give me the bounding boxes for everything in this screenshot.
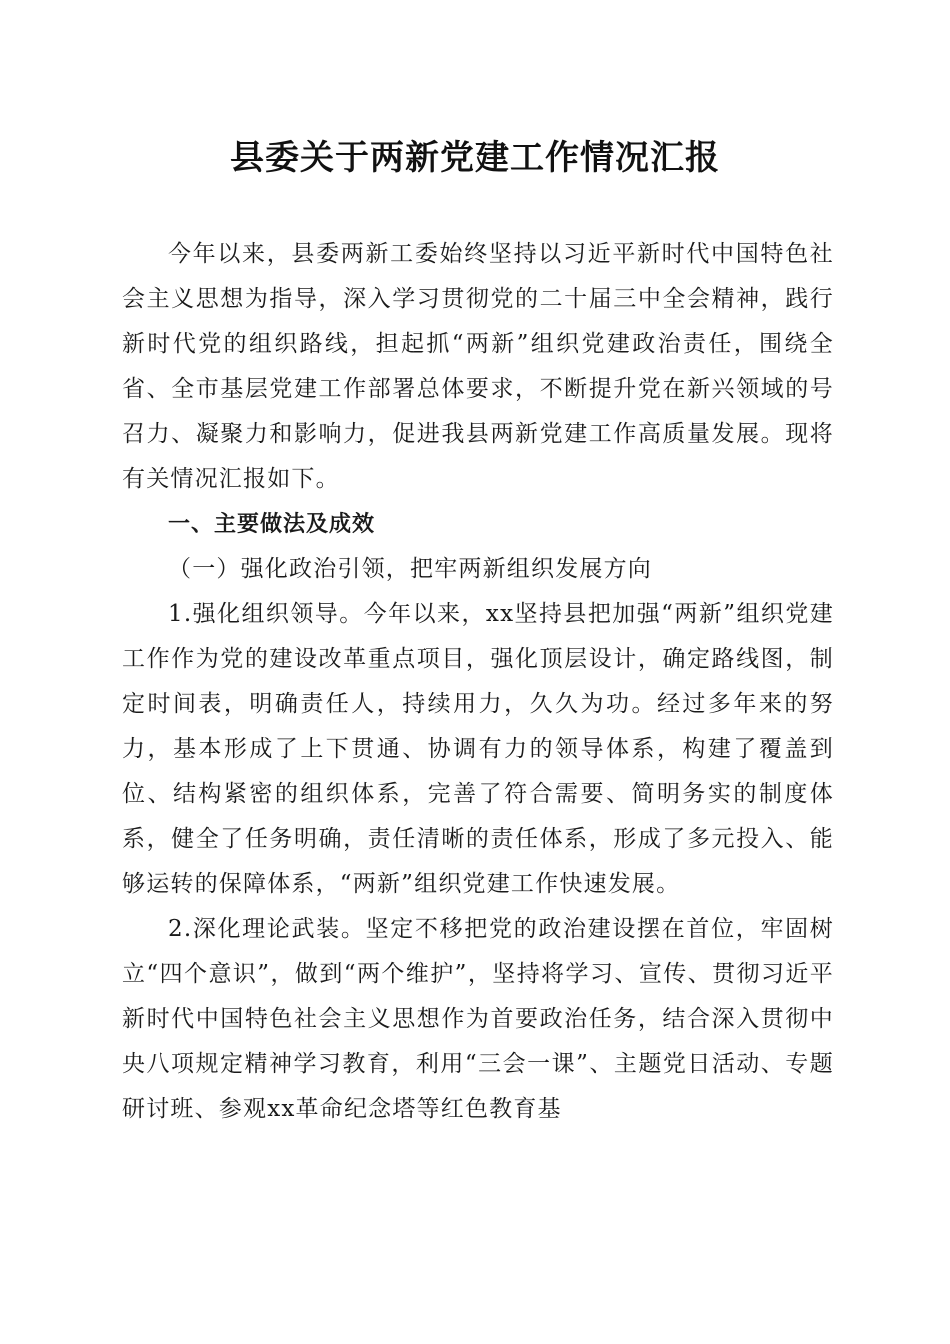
item-paragraph-1: 1.强化组织领导。今年以来，xx坚持县把加强“两新”组织党建工作作为党的建设改革重点项目，强化顶层设计，确定路线图，制定时间表，明确责任人，持续用力，久久为功。经过多年来的努力，基本形成了上下贯通、协调有力的领导体系，构建了覆盖到位、结构紧密的组织体系，完善了符合需要、简明务实的制度体系，健全了任务明确，责任清晰的责任体系，形成了多元投入、能够运转的保障体系，“两新”组织党建工作快速发展。 xyxy=(122,601,834,897)
document-title: 县委关于两新党建工作情况汇报 xyxy=(230,138,720,178)
intro-paragraph: 今年以来，县委两新工委始终坚持以习近平新时代中国特色社会主义思想为指导，深入学习贯彻党的二十届三中全会精神，践行新时代党的组织路线，担起抓“两新”组织党建政治责任，围绕全省、全市基层党建工作部署总体要求，不断提升党在新兴领域的号召力、凝聚力和影响力，促进我县两新党建工作高质量发展。现将有关情况汇报如下。 xyxy=(122,241,834,492)
document-body xyxy=(122,232,834,1132)
subsection-heading-1: （一）强化政治引领，把牢两新组织发展方向 xyxy=(168,556,652,582)
item-paragraph-2: 2.深化理论武装。坚定不移把党的政治建设摆在首位，牢固树立“四个意识”，做到“两个维护”，坚持将学习、宣传、贯彻习近平新时代中国特色社会主义思想作为首要政治任务，结合深入贯彻中央八项规定精神学习教育，利用“三会一课”、主题党日活动、专题研讨班、参观xx革命纪念塔等红色教育基 xyxy=(122,916,834,1122)
section-heading-1: 一、主要做法及成效 xyxy=(168,512,376,537)
